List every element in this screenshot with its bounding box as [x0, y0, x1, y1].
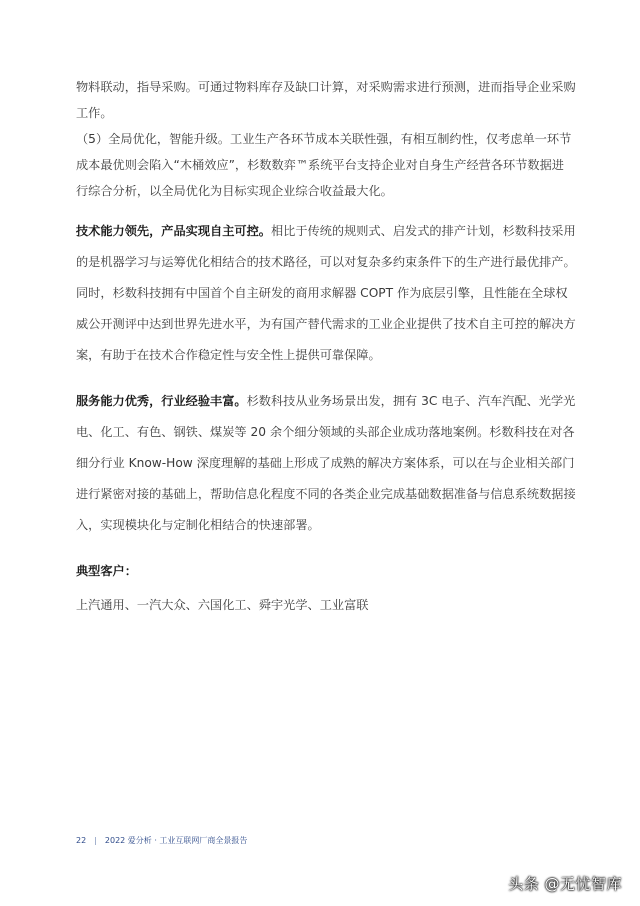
paragraph-service-capability — [76, 386, 576, 541]
customers-list: 上汽通用、一汽大众、六国化工、舜宇光学、工业富联 — [76, 598, 369, 612]
paragraph-tech-capability — [76, 216, 576, 371]
page-number: 22 — [76, 836, 87, 845]
page-footer — [76, 835, 247, 846]
tech-capability-body: 相比于传统的规则式、启发式的排产计划，杉数科技采用的是机器学习与运筹优化相结合的技术路径，可以对复杂多约束条件下的生产进行最优排产。同时，杉数科技拥有中国首个自主研发的商用求解器 COPT 作为底层引擎，且性能在全球权威公开测评中达到世界先进水平，为有国产替代需求的工业企业提供了技术自主可控的解决方案，有助于在技术合作稳定性与安全性上提供可靠保障。 — [76, 224, 576, 362]
footer-separator: | — [94, 836, 97, 845]
paragraph-global-optimization: （5）全局优化，智能升级。工业生产各环节成本关联性强，有相互制约性，仅考虑单一环节成本最优则会陷入“木桶效应”，杉数数弈™系统平台支持企业对自身生产经营各环节数据进行综合分析，以全局优化为目标实现企业综合收益最大化。 — [76, 132, 572, 198]
watermark: 头条 @无忧智库 — [508, 875, 622, 893]
main-content — [76, 74, 576, 615]
tech-capability-lead: 技术能力领先，产品实现自主可控。 — [76, 224, 271, 238]
paragraph-procurement: 物料联动，指导采购。可通过物料库存及缺口计算，对采购需求进行预测，进而指导企业采购工作。 — [76, 80, 576, 120]
service-capability-body: 杉数科技从业务场景出发，拥有 3C 电子、汽车汽配、光学光电、化工、有色、钢铁、煤炭等 20 余个细分领域的头部企业成功落地案例。杉数科技在对各细分行业 Know-How 深度理解的基础上形成了成熟的解决方案体系，可以在与企业相关部门进行紧密对接的基础上，帮助信息化程度不同的各类企业完成基础数据准备与信息系统数据接入，实现模块化与定制化相结合的快速部署。 — [76, 394, 576, 532]
report-title: 2022 爱分析 · 工业互联网厂商全景报告 — [104, 836, 248, 845]
service-capability-lead: 服务能力优秀，行业经验丰富。 — [76, 394, 247, 408]
customers-heading: 典型客户： — [76, 564, 137, 578]
